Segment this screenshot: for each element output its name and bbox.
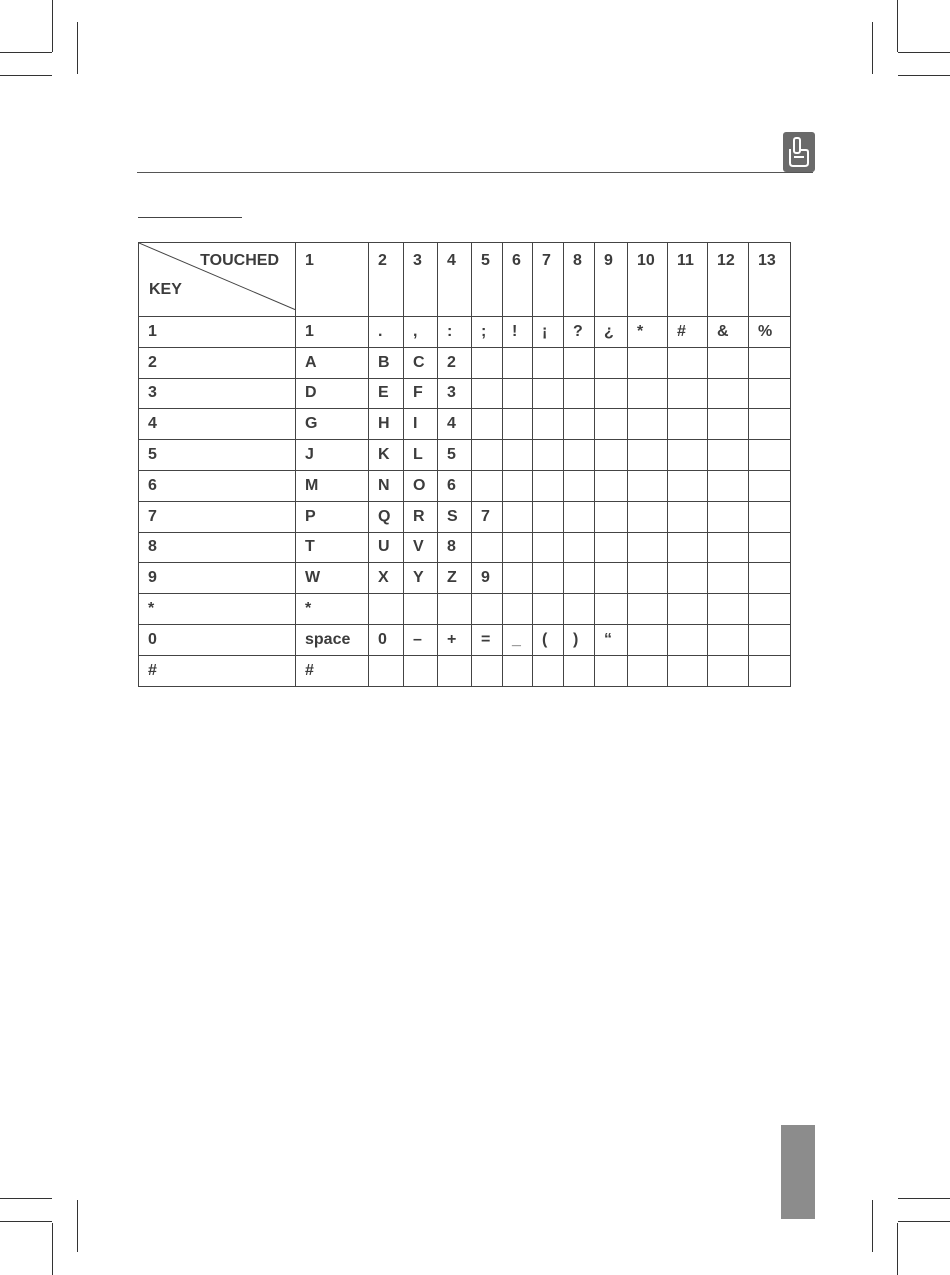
character-cell <box>503 440 533 471</box>
character-cell <box>533 409 564 440</box>
table-row <box>139 317 791 348</box>
character-cell <box>708 624 749 655</box>
character-cell: 4 <box>438 409 472 440</box>
character-cell <box>749 655 791 686</box>
column-header-1: 1 <box>296 243 369 317</box>
character-cell: S <box>438 501 472 532</box>
character-cell: . <box>369 317 404 348</box>
character-cell: L <box>404 440 438 471</box>
character-cell <box>564 655 595 686</box>
character-cell <box>708 563 749 594</box>
row-key-cell: 3 <box>139 378 296 409</box>
character-cell <box>533 440 564 471</box>
table-row <box>139 594 791 625</box>
character-cell <box>503 594 533 625</box>
character-cell <box>708 470 749 501</box>
character-cell <box>503 563 533 594</box>
character-cell <box>749 624 791 655</box>
character-cell: P <box>296 501 369 532</box>
character-cell <box>749 440 791 471</box>
language-side-tab <box>781 1125 815 1219</box>
character-cell <box>564 594 595 625</box>
character-cell: # <box>296 655 369 686</box>
row-key-cell: * <box>139 594 296 625</box>
character-cell <box>668 409 708 440</box>
character-cell <box>628 655 668 686</box>
character-cell <box>472 594 503 625</box>
touched-label: TOUCHED <box>200 252 279 269</box>
character-cell: I <box>404 409 438 440</box>
character-cell <box>564 501 595 532</box>
character-cell <box>628 440 668 471</box>
character-cell: G <box>296 409 369 440</box>
character-cell: Q <box>369 501 404 532</box>
character-cell <box>595 563 628 594</box>
table-row <box>139 440 791 471</box>
character-cell <box>595 501 628 532</box>
character-cell <box>595 440 628 471</box>
character-cell: * <box>628 317 668 348</box>
character-cell <box>564 347 595 378</box>
character-cell: # <box>668 317 708 348</box>
character-cell <box>628 409 668 440</box>
character-cell: H <box>369 409 404 440</box>
character-cell <box>595 378 628 409</box>
column-header-9: 9 <box>595 243 628 317</box>
character-cell: N <box>369 470 404 501</box>
character-cell: 6 <box>438 470 472 501</box>
character-cell: 2 <box>438 347 472 378</box>
character-cell <box>472 378 503 409</box>
character-cell <box>564 563 595 594</box>
character-cell: 7 <box>472 501 503 532</box>
character-cell: 0 <box>369 624 404 655</box>
character-cell <box>749 501 791 532</box>
character-cell <box>533 347 564 378</box>
multitap-character-table <box>138 242 791 687</box>
character-cell <box>668 440 708 471</box>
header-rule <box>137 172 813 173</box>
character-cell <box>708 409 749 440</box>
column-header-12: 12 <box>708 243 749 317</box>
character-cell <box>503 655 533 686</box>
character-cell: ( <box>533 624 564 655</box>
character-cell: , <box>404 317 438 348</box>
column-header-4: 4 <box>438 243 472 317</box>
character-cell: Y <box>404 563 438 594</box>
character-cell <box>628 563 668 594</box>
character-cell <box>628 378 668 409</box>
character-cell <box>708 594 749 625</box>
character-cell <box>404 594 438 625</box>
character-cell <box>472 655 503 686</box>
character-cell <box>503 532 533 563</box>
character-cell <box>503 378 533 409</box>
character-cell: 3 <box>438 378 472 409</box>
character-cell <box>533 470 564 501</box>
character-cell <box>668 594 708 625</box>
character-cell: _ <box>503 624 533 655</box>
table-row <box>139 347 791 378</box>
row-key-cell: 7 <box>139 501 296 532</box>
character-cell <box>438 655 472 686</box>
column-header-7: 7 <box>533 243 564 317</box>
row-key-cell: 8 <box>139 532 296 563</box>
character-cell: – <box>404 624 438 655</box>
character-cell: % <box>749 317 791 348</box>
character-cell <box>533 594 564 625</box>
character-cell <box>749 563 791 594</box>
character-cell <box>708 378 749 409</box>
character-cell: “ <box>595 624 628 655</box>
section-underline <box>138 217 242 218</box>
character-cell <box>503 470 533 501</box>
character-cell: ¿ <box>595 317 628 348</box>
table-row <box>139 409 791 440</box>
character-cell: 8 <box>438 532 472 563</box>
character-cell <box>668 624 708 655</box>
column-header-8: 8 <box>564 243 595 317</box>
character-cell <box>749 594 791 625</box>
character-cell: : <box>438 317 472 348</box>
character-cell: ¡ <box>533 317 564 348</box>
character-cell: C <box>404 347 438 378</box>
column-header-11: 11 <box>668 243 708 317</box>
column-header-6: 6 <box>503 243 533 317</box>
row-key-cell: 0 <box>139 624 296 655</box>
character-cell <box>749 347 791 378</box>
character-cell <box>708 347 749 378</box>
column-header-3: 3 <box>404 243 438 317</box>
character-cell: F <box>404 378 438 409</box>
column-header-13: 13 <box>749 243 791 317</box>
character-cell: D <box>296 378 369 409</box>
character-cell <box>503 501 533 532</box>
character-cell <box>628 501 668 532</box>
character-cell <box>533 378 564 409</box>
character-cell: ! <box>503 317 533 348</box>
row-key-cell: 4 <box>139 409 296 440</box>
character-cell <box>708 532 749 563</box>
character-cell <box>595 470 628 501</box>
row-key-cell: 9 <box>139 563 296 594</box>
row-key-cell: 5 <box>139 440 296 471</box>
character-cell <box>749 532 791 563</box>
character-cell <box>628 594 668 625</box>
table-row <box>139 655 791 686</box>
character-cell <box>749 378 791 409</box>
table-row <box>139 501 791 532</box>
character-cell <box>668 347 708 378</box>
character-cell: T <box>296 532 369 563</box>
character-cell <box>369 655 404 686</box>
character-cell <box>628 624 668 655</box>
character-cell <box>668 532 708 563</box>
row-key-cell: 1 <box>139 317 296 348</box>
character-cell: 5 <box>438 440 472 471</box>
character-cell: M <box>296 470 369 501</box>
character-cell: K <box>369 440 404 471</box>
character-cell <box>749 470 791 501</box>
character-cell: 9 <box>472 563 503 594</box>
character-cell <box>668 378 708 409</box>
character-cell <box>533 655 564 686</box>
character-cell <box>595 532 628 563</box>
character-cell <box>668 501 708 532</box>
character-cell: & <box>708 317 749 348</box>
row-key-cell: # <box>139 655 296 686</box>
character-cell <box>668 563 708 594</box>
table-row <box>139 532 791 563</box>
character-cell: W <box>296 563 369 594</box>
character-cell <box>628 532 668 563</box>
key-label: KEY <box>149 281 182 298</box>
character-cell: J <box>296 440 369 471</box>
character-cell <box>533 532 564 563</box>
row-key-cell: 6 <box>139 470 296 501</box>
character-cell <box>503 347 533 378</box>
phone-key-icon <box>783 132 815 172</box>
character-cell <box>595 409 628 440</box>
column-header-5: 5 <box>472 243 503 317</box>
character-cell <box>438 594 472 625</box>
character-cell <box>472 409 503 440</box>
character-cell: 1 <box>296 317 369 348</box>
character-cell <box>472 532 503 563</box>
character-cell <box>564 470 595 501</box>
character-cell <box>533 501 564 532</box>
character-cell <box>668 470 708 501</box>
character-cell: O <box>404 470 438 501</box>
character-cell: = <box>472 624 503 655</box>
character-cell: ? <box>564 317 595 348</box>
character-cell: R <box>404 501 438 532</box>
character-cell: B <box>369 347 404 378</box>
character-cell <box>564 532 595 563</box>
column-header-10: 10 <box>628 243 668 317</box>
character-cell: ; <box>472 317 503 348</box>
character-cell <box>369 594 404 625</box>
character-cell: ) <box>564 624 595 655</box>
character-cell <box>595 594 628 625</box>
character-cell: A <box>296 347 369 378</box>
table-row <box>139 563 791 594</box>
table-row <box>139 624 791 655</box>
character-cell: space <box>296 624 369 655</box>
character-cell <box>564 440 595 471</box>
character-cell <box>708 655 749 686</box>
table-row <box>139 378 791 409</box>
character-cell <box>708 440 749 471</box>
character-cell: X <box>369 563 404 594</box>
character-cell: Z <box>438 563 472 594</box>
character-cell <box>564 378 595 409</box>
character-cell <box>749 409 791 440</box>
table-row <box>139 470 791 501</box>
character-cell <box>503 409 533 440</box>
character-cell <box>628 470 668 501</box>
character-cell <box>564 409 595 440</box>
character-cell: E <box>369 378 404 409</box>
character-cell <box>472 470 503 501</box>
character-cell: + <box>438 624 472 655</box>
character-cell <box>533 563 564 594</box>
character-cell: V <box>404 532 438 563</box>
character-cell <box>668 655 708 686</box>
character-cell <box>472 440 503 471</box>
character-cell <box>708 501 749 532</box>
corner-header-cell <box>139 243 296 317</box>
character-cell <box>472 347 503 378</box>
character-cell <box>404 655 438 686</box>
row-key-cell: 2 <box>139 347 296 378</box>
column-header-2: 2 <box>369 243 404 317</box>
table-header-row <box>139 243 791 317</box>
character-cell: * <box>296 594 369 625</box>
character-cell: U <box>369 532 404 563</box>
character-cell <box>628 347 668 378</box>
character-cell <box>595 655 628 686</box>
character-cell <box>595 347 628 378</box>
